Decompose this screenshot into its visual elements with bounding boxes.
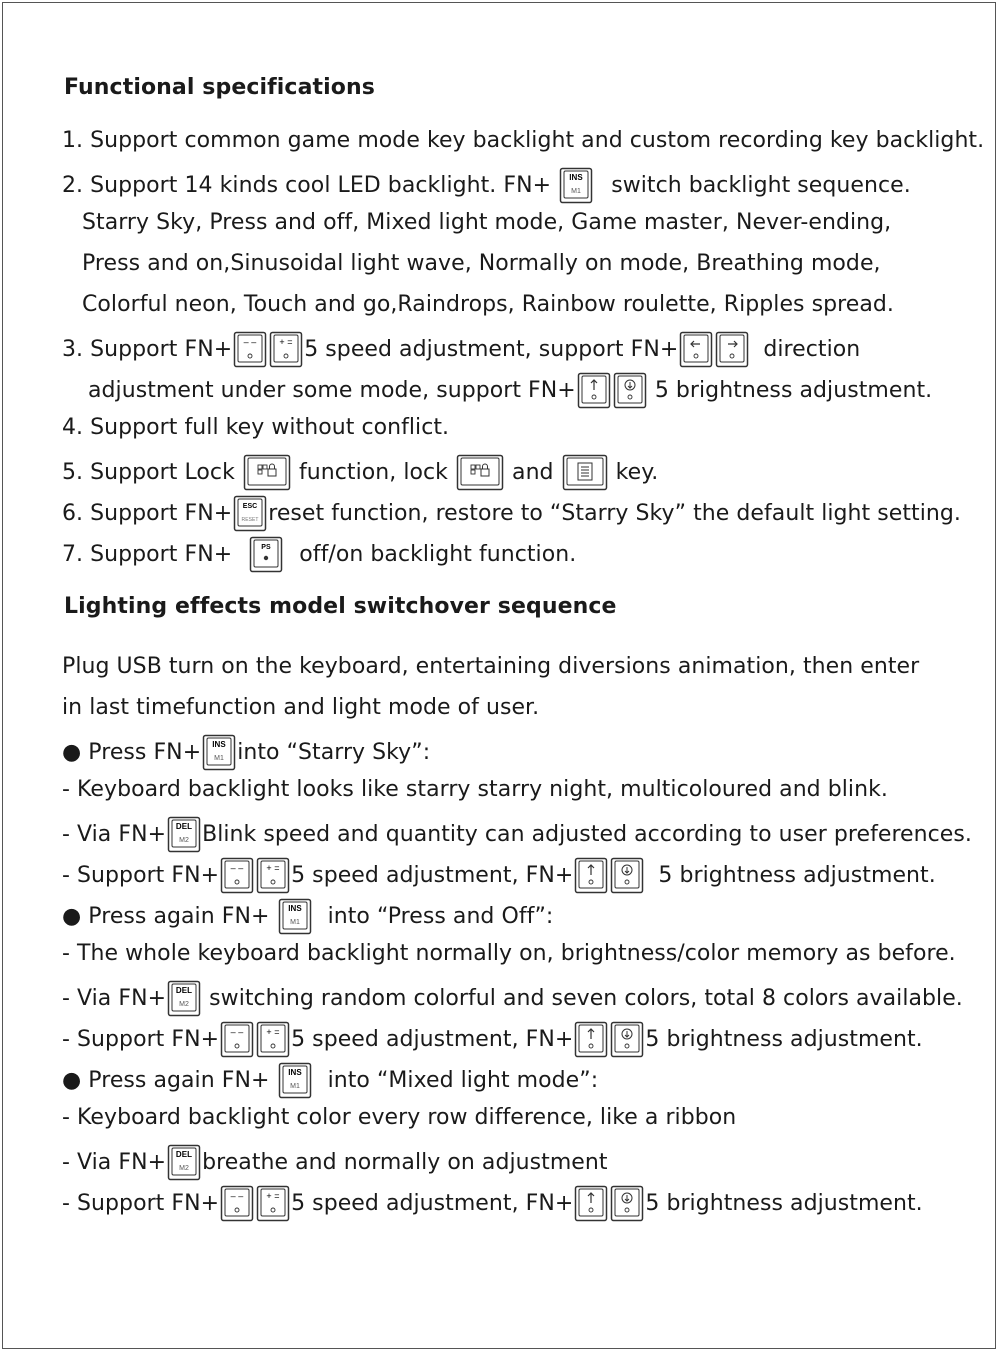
text: off/on backlight function. [299,542,577,567]
up-arrow-key-icon [577,372,611,409]
spec-line-7 [88,372,932,402]
spec-line-1: 1. Support common game mode key backlight and custom recording key backlight. [62,128,985,153]
text: reset function, restore to “Starry Sky” the default light setting. [268,501,961,526]
desc-line-2 [62,816,972,846]
text: - Via FN+ [62,986,167,1011]
esc-reset-key-icon [233,495,267,532]
text: - Support FN+ [62,1191,220,1216]
text: breathe and normally on adjustment [202,1150,608,1175]
win-lock-key-icon [243,454,291,491]
svg-text:RESET: RESET [241,517,259,523]
svg-text:M1: M1 [571,188,582,195]
svg-text:+ =: + = [266,1027,280,1037]
intro-line-2: in last timefunction and light mode of user. [62,695,540,720]
text: into “Press and Off”: [327,904,554,929]
up-arrow-key-icon [574,1021,608,1058]
svg-text:PS: PS [261,544,271,551]
text: - Support FN+ [62,1027,220,1052]
spec-line-8: 4. Support full key without conflict. [62,415,450,440]
bullet-press-and-off [62,898,553,928]
text: 6. Support FN+ [62,501,233,526]
text: - Via FN+ [62,822,167,847]
text: ● Press again FN+ [62,904,270,929]
spec-line-9 [62,454,658,484]
speed-plus-key-icon [256,1021,290,1058]
text: function, lock [298,460,448,485]
speed-plus-key-icon [256,1185,290,1222]
svg-text:INS: INS [212,740,226,749]
svg-text:M1: M1 [289,1083,300,1090]
desc-line-7: - Keyboard backlight color every row difference, like a ribbon [62,1105,737,1130]
down-arrow-key-icon [610,1021,644,1058]
text: and [512,460,554,485]
text: 7. Support FN+ [62,542,233,567]
svg-text:+ =: + = [266,1191,280,1201]
svg-text:DEL: DEL [176,1150,193,1159]
speed-minus-key-icon [220,1185,254,1222]
svg-text:INS: INS [287,904,302,913]
text: 5 brightness adjustment. [658,863,936,888]
spec-line-11 [62,536,576,566]
del-m2-key-icon [167,816,201,853]
desc-line-5 [62,980,963,1010]
svg-text:M1: M1 [289,919,300,926]
text: ● Press FN+ [62,740,202,765]
speed-plus-key-icon [269,331,303,368]
text: - Via FN+ [62,1150,167,1175]
svg-text:– –: – – [243,337,257,347]
text: 5 brightness adjustment. [654,378,933,403]
svg-text:INS: INS [287,1068,302,1077]
text: 5 speed adjustment, FN+ [291,1191,574,1216]
win-lock-key-icon-2 [456,454,504,491]
down-arrow-key-icon [610,857,644,894]
spec-line-10 [62,495,961,525]
desc-line-6 [62,1021,923,1051]
text: 5 brightness adjustment. [645,1191,923,1216]
text: Blink speed and quantity can adjusted according to user preferences. [202,822,972,847]
svg-text:INS: INS [569,173,583,182]
desc-line-8 [62,1144,608,1174]
menu-key-icon [562,454,608,491]
svg-text:M2: M2 [179,1001,190,1008]
svg-text:– –: – – [230,1191,244,1201]
spec-line-6 [62,331,860,361]
text: direction [763,337,861,362]
spec-line-3: Starry Sky, Press and off, Mixed light mode, Game master, Never-ending, [82,210,892,235]
text: adjustment under some mode, support FN+ [88,378,576,403]
text: switch backlight sequence. [611,173,911,198]
speed-plus-key-icon [256,857,290,894]
svg-text:M2: M2 [179,1165,190,1172]
svg-text:DEL: DEL [176,822,193,831]
spec-line-2 [62,167,911,197]
desc-line-3 [62,857,936,887]
desc-line-4: - The whole keyboard backlight normally on, brightness/color memory as before. [62,941,956,966]
ins-m1-key-icon [278,898,312,935]
svg-text:M1: M1 [214,755,225,762]
ins-m1-key-icon [559,167,593,204]
bullet-starry-sky [62,734,430,764]
down-arrow-key-icon [613,372,647,409]
spec-line-4: Press and on,Sinusoidal light wave, Normally on mode, Breathing mode, [82,251,881,276]
text: switching random colorful and seven colors, total 8 colors available. [209,986,963,1011]
section-heading-lighting-sequence: Lighting effects model switchover sequence [64,594,617,619]
ps-power-key-icon [249,536,283,573]
intro-line-1: Plug USB turn on the keyboard, entertaining diversions animation, then enter [62,654,920,679]
desc-line-1: - Keyboard backlight looks like starry starry night, multicoloured and blink. [62,777,888,802]
text: 5. Support Lock [62,460,235,485]
spec-line-5: Colorful neon, Touch and go,Raindrops, Rainbow roulette, Ripples spread. [82,292,894,317]
text: - Support FN+ [62,863,220,888]
text: 3. Support FN+ [62,337,233,362]
text: 5 brightness adjustment. [645,1027,923,1052]
text: key. [615,460,659,485]
desc-line-9 [62,1185,923,1215]
text: ● Press again FN+ [62,1068,270,1093]
ins-m1-key-icon [202,734,236,771]
text: 5 speed adjustment, support FN+ [304,337,679,362]
text: into “Mixed light mode”: [327,1068,599,1093]
speed-minus-key-icon [220,857,254,894]
section-heading-functional-specs: Functional specifications [64,75,375,100]
del-m2-key-icon [167,980,201,1017]
svg-text:M2: M2 [179,837,190,844]
svg-text:DEL: DEL [176,986,193,995]
svg-text:– –: – – [230,863,244,873]
svg-text:ESC: ESC [242,503,258,510]
text: 5 speed adjustment, FN+ [291,1027,574,1052]
text: 2. Support 14 kinds cool LED backlight. FN+ [62,173,552,198]
del-m2-key-icon [167,1144,201,1181]
speed-minus-key-icon [233,331,267,368]
down-arrow-key-icon [610,1185,644,1222]
right-arrow-key-icon [715,331,749,368]
speed-minus-key-icon [220,1021,254,1058]
svg-text:– –: – – [230,1027,244,1037]
left-arrow-key-icon [679,331,713,368]
svg-text:+ =: + = [266,863,280,873]
up-arrow-key-icon [574,857,608,894]
text: 5 speed adjustment, FN+ [291,863,574,888]
svg-text:+ =: + = [279,337,293,347]
up-arrow-key-icon [574,1185,608,1222]
ins-m1-key-icon [278,1062,312,1099]
text: into “Starry Sky”: [237,740,431,765]
bullet-mixed-light [62,1062,598,1092]
